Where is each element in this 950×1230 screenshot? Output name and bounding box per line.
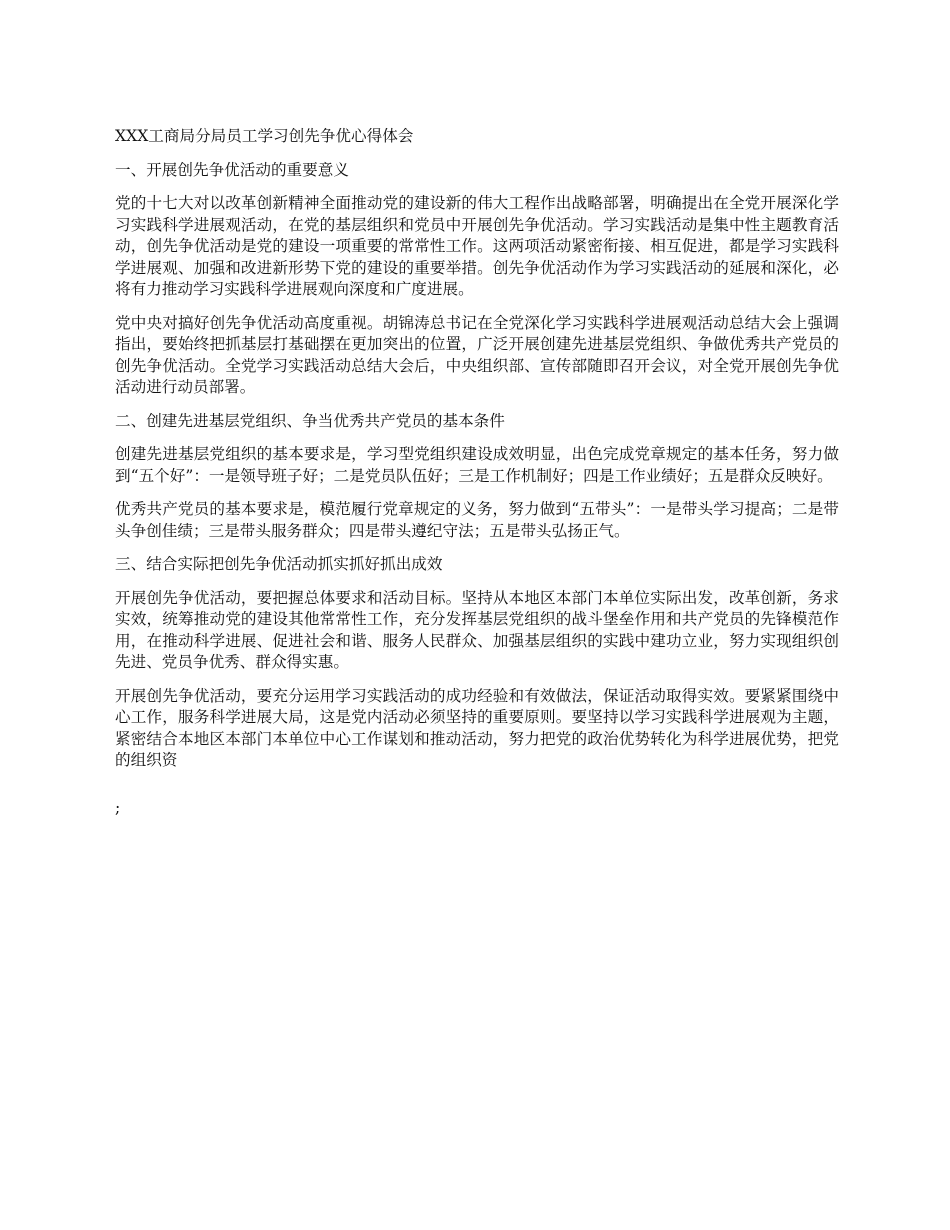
paragraph-1: 党的十七大对以改革创新精神全面推动党的建设新的伟大工程作出战略部署，明确提出在全党开展深化学习实践科学进展观活动，在党的基层组织和党员中开展创先争优活动。学习实践活动是集中性主题教育活动，创先争优活动是党的建设一项重要的常常性工作。这两项活动紧密衔接、相互促进，都是学习实践科学进展观、加强和改进新形势下党的建设的重要举措。创先争优活动作为学习实践活动的延展和深化，必将有力推动学习实践科学进展观向深度和广度进展。 <box>115 194 839 298</box>
document-body <box>115 126 839 819</box>
document-title: XXX工商局分局员工学习创先争优心得体会 <box>115 127 414 145</box>
paragraph-6: 开展创先争优活动，要充分运用学习实践活动的成功经验和有效做法，保证活动取得实效。要紧紧围绕中心工作，服务科学进展大局，这是党内活动必须坚持的重要原则。要坚持以学习实践科学进展观为主题，紧密结合本地区本部门本单位中心工作谋划和推动活动，努力把党的政治优势转化为科学进展优势，把党的组织资 <box>115 686 839 769</box>
section-heading-2: 二、创建先进基层党组织、争当优秀共产党员的基本条件 <box>115 411 505 430</box>
paragraph-3: 创建先进基层党组织的基本要求是，学习型党组织建设成效明显，出色完成党章规定的基本任务，努力做到“五个好”：一是领导班子好；二是党员队伍好；三是工作机制好；四是工作业绩好；五是群众反映好。 <box>115 445 839 485</box>
section-heading-1: 一、开展创先争优活动的重要意义 <box>115 160 349 179</box>
section-heading-3: 三、结合实际把创先争优活动抓实抓好抓出成效 <box>115 555 443 573</box>
trailing-mark: ; <box>115 798 121 817</box>
paragraph-4: 优秀共产党员的基本要求是，模范履行党章规定的义务，努力做到“五带头”：一是带头学习提高；二是带头争创佳绩；三是带头服务群众；四是带头遵纪守法；五是带头弘扬正气。 <box>115 500 839 540</box>
paragraph-2: 党中央对搞好创先争优活动高度重视。胡锦涛总书记在全党深化学习实践科学进展观活动总结大会上强调指出，要始终把抓基层打基础摆在更加突出的位置，广泛开展创建先进基层党组织、争做优秀共产党员的创先争优活动。全党学习实践活动总结大会后，中央组织部、宣传部随即召开会议，对全党开展创先争优活动进行动员部署。 <box>115 313 839 396</box>
paragraph-5: 开展创先争优活动，要把握总体要求和活动目标。坚持从本地区本部门本单位实际出发，改革创新，务求实效，统筹推动党的建设其他常常性工作，充分发挥基层党组织的战斗堡垒作用和共产党员的先锋模范作用，在推动科学进展、促进社会和谐、服务人民群众、加强基层组织的实践中建功立业，努力实现组织创先进、党员争优秀、群众得实惠。 <box>115 588 839 671</box>
